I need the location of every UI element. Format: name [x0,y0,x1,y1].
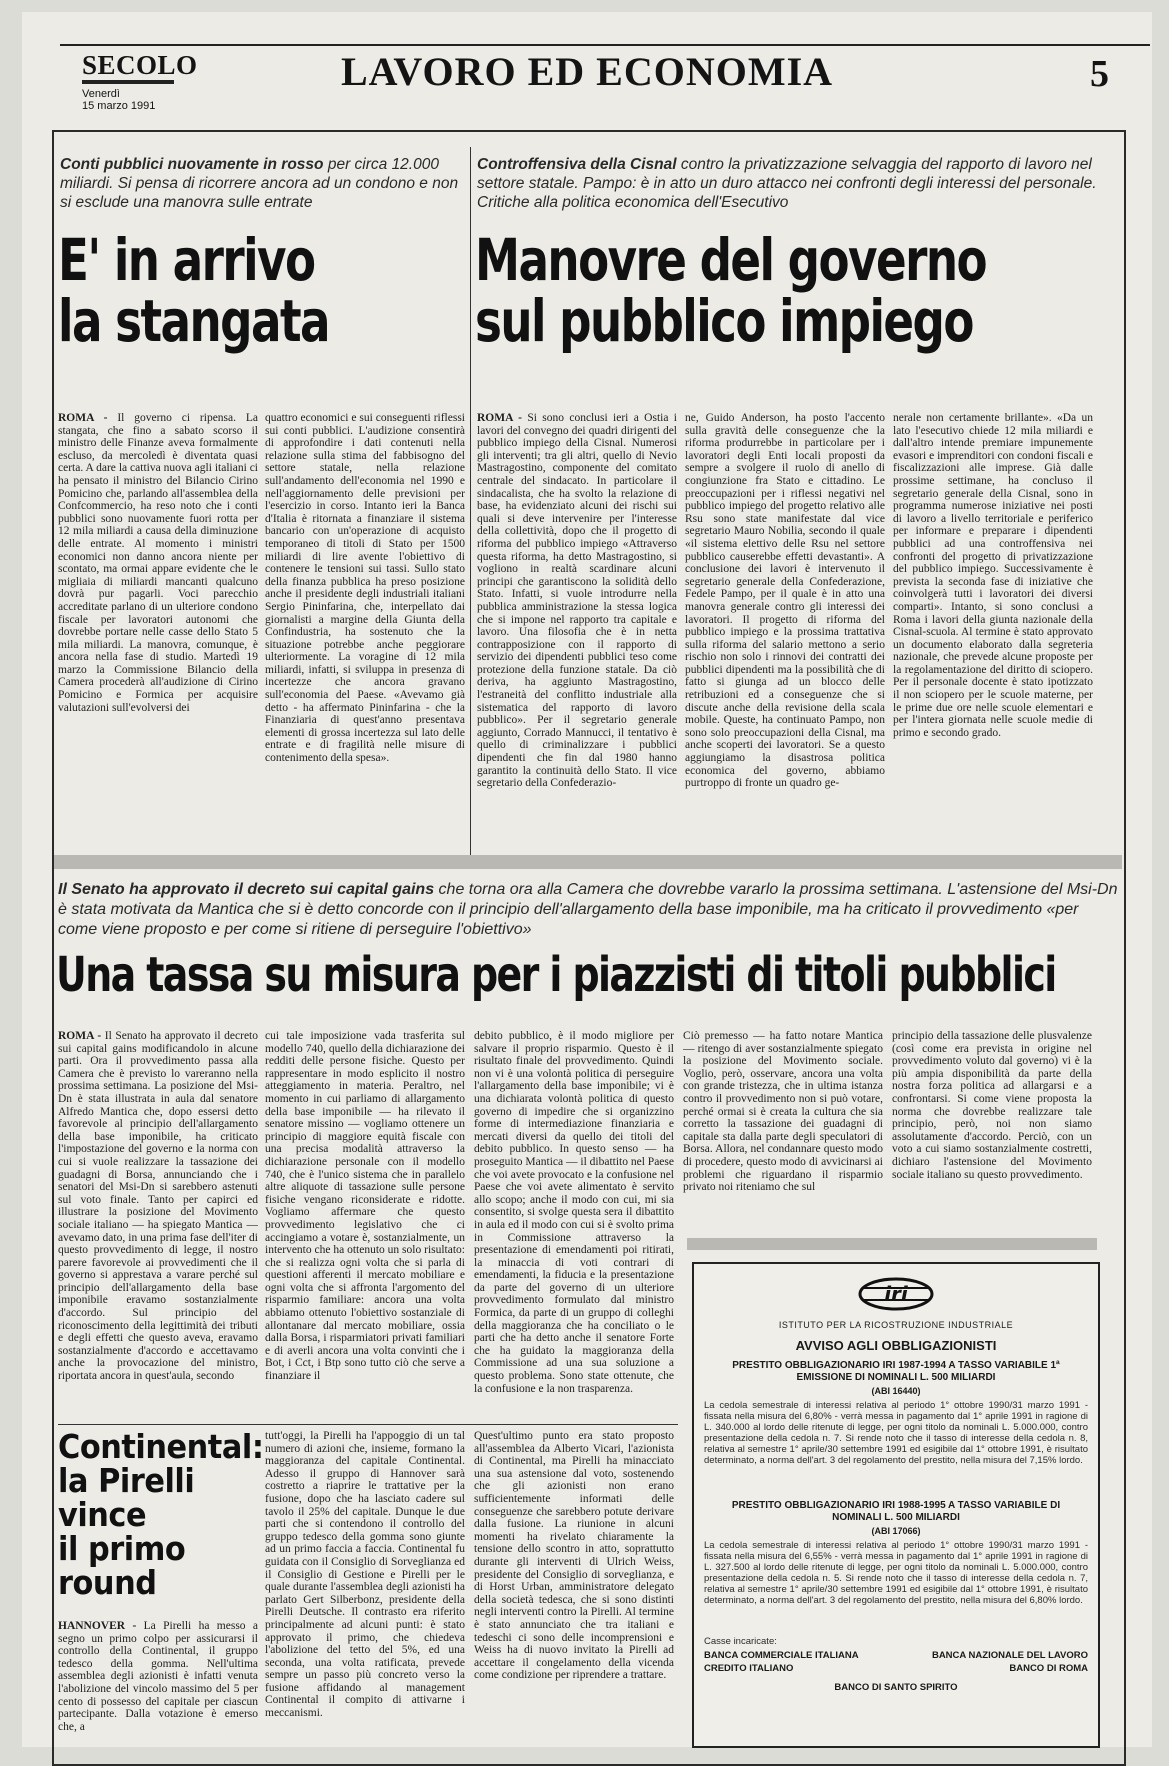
article2-headline-line1: Manovre del governo [475,226,986,294]
bank-2: BANCA NAZIONALE DEL LAVORO [931,1650,1088,1661]
article4-dateline: HANNOVER - [58,1620,137,1632]
masthead-rule [60,44,1150,46]
article3-column3: debito pubblico, è il modo migliore per salvare il proprio risparmio. Questo è il risultato finale del provvedimento. Quindi non vi è una volontà politica di perseguire l'allargamento della base imponibile; vi è una dichiarata volontà politica di questo governo di impedire che si organizzino forme di intermediazione finanziaria e mercati diversi da quello dei titoli del debito pubblico. In questo senso — ha proseguito Mantica — il dibattito nel Paese che voi avete provocato e la confusione nel Paese che voi avete alimentato è servito allo scopo; anche il modo con cui, mi sia consentito, si svolge questa sera il dibattito in aula ed il modo con cui si è svolto prima in Commissione attraverso la presentazione di emendamenti poi ritirati, la minaccia di voti contrari di emendamenti, la fiducia e la presentazione da parte del governo di un ulteriore provvedimento formulato dal ministro Formica, da parte di un gruppo di colleghi della maggioranza che ha conciliato o le parti che ha detto anche il senatore Forte che ha guidato la maggioranza della Commissione ad una sua soluzione a questo problema. Sono state ottenute, che la confusione e la non trasparenza. [474,1030,674,1395]
bank-5: BANCO DI SANTO SPIRITO [834,1682,958,1693]
loan1-abi: (ABI 16440) [871,1386,921,1396]
article3-dateline: ROMA - [58,1030,102,1042]
article3-column2: cui tale imposizione vada trasferita sul modello 740, quello della dichiarazione dei redditi delle persone fisiche. Questo per rappresentare in modo esplicito il nostro atteggiamento in materia. Peraltro, nel momento in cui parliamo di allargamento della base imponibile — ha rilevato il senatore missino — vogliamo ottenere un principio di maggiore equità fiscale con una precisa modalità attraverso la dichiarazione personale con il modello 740, che è l'unico sistema che in parallelo altre aliquote di tassazione sulle persone fisiche vengano riconsiderate e ridotte. Vogliamo affermare che questo provvedimento legislativo che ci accingiamo a votare è, sostanzialmente, un intervento che ha ottenuto un solo risultato: che si realizza ogni volta che si parla di questioni afferenti il mercato mobiliare e ogni volta che si affronta l'argomento del risparmio familiare: ancora una volta abbiamo ottenuto l'obiettivo sostanziale di allontanare dal mercato mobiliare, ossia dalla Borsa, i risparmiatori privati familiari e di averli ancora una volta convinti che i Bot, i Cct, i Btp sono tutto ciò che serve a finanziare il [265,1030,465,1383]
article2-column1-text: Si sono conclusi ieri a Ostia i lavori del convegno dei quadri dirigenti del pubblico impiego della Cisnal. Numerosi gli interventi; tra gli altri, quello di Nevio Mastragostino, componente del comitato centrale del sindacato. In particolare il sindacalista, che ha svolto la relazione di base, ha evidenziato alcuni dei rischi sui quali si deve intervenire per l'interesse della collettività, dopo che il progetto di riforma del pubblico impiego «Attraverso questa riforma, ha detto Mastragostino, si vogliono in realtà scardinare alcuni principi che garantiscono la solidità dello Stato. Infatti, si vuole introdurre nella pubblica amministrazione la stessa logica che si impone nel rapporto tra capitale e lavoro. Una filosofia che è in netta contrapposizione con il rapporto di servizio dei dipendenti pubblici teso come protezione della funzione statale. Da ciò deriva, ha aggiunto Mastragostino, l'estraneità del conflitto industriale alla sistematica del rapporto di lavoro pubblico». Per il segretario generale aggiunto, Corrado Mannucci, il tentativo è quello di criminalizzare i pubblici dipendenti che fin dal 1980 hanno garantito la continuità dello Stato. Il vice segretario della Confederazio- [477,412,677,790]
article4-column2: tutt'oggi, la Pirelli ha l'appoggio di un tal numero di azioni che, insieme, formano la maggioranza del capitale Continental. Adesso il gruppo di Hannover sarà costretto a riaprire le trattative per la fusione, dopo che ha lasciato cadere sul tavolo il 25% del capitale. Dunque le due parti che si contendono il controllo del gruppo tedesco della gomma sono giunte ad un primo faccia a faccia. Continental fu guidata con il Consiglio di Sorveglianza ed il Consiglio di Gestione e Pirelli per le quale durante l'assemblea degli azionisti ha parlato Gert Silberbonz, presidente della Pirelli Deutsche. Il contrasto era riferito principalmente ad alcuni punti: è stato approvato il primo, che chiedeva l'abolizione del tetto del 5%, ed una seconda, una volta ratificata, prevede sempre un passo più concreto verso la fusione affidando al management Continental il compito di attivarne i meccanismi. [265,1430,465,1720]
article2-headline [475,226,1115,355]
article3-headline: Una tassa su misura per i piazzisti di titoli pubblici [56,947,1056,1003]
article1-kicker-bold: Conti pubblici nuovamente in rosso [60,156,324,173]
article3-kicker-text: che torna ora alla Camera che dovrebbe vararlo la prossima settimana. L'astensione del Msi-Dn è stata motivata da Mantica che si è detto concorde con il principio dell'allargamento della base imponibile, ma ha criticato il provvedimento «per come viene proposto e per come si ritiene di perseguire l'obiettivo» [58,881,1118,938]
article2-dateline: ROMA - [477,412,522,424]
article1-headline [58,226,464,355]
article2-kicker [477,155,1097,212]
issue-date-text: 15 marzo 1991 [82,100,156,112]
iri-logo-text: iri [884,1282,908,1306]
article2-column3: nerale non certamente brillante». «Da un lato l'esecutivo chiede 12 mila miliardi e dall'altro intende premiare impunemente evasori e imprenditori con condoni fiscali e fiscalizzazioni alle imprese. Già dalle prossime settimane, ha concluso il segretario generale della Cisnal, sono in programma numerose iniziative nei posti di lavoro a livello territoriale e periferico per informare e preparare i dipendenti pubblici ad una controffensiva nei confronti del progetto di privatizzazione del pubblico impiego. Successivamente è prevista la seconda fase di iniziative che coinvolgerà tutti i lavoratori dei diversi comparti». Intanto, si sono conclusi a Roma i lavori della giunta nazionale della Cisnal-scuola. Al termine è stato approvato un documento elaborato dalla segreteria nazionale, che prevede alcune proposte per la regolamentazione del diritto di sciopero. Per il personale docente è stato ipotizzato il non sciopero per le scuole materne, per le prime due ore nelle scuole elementari e per l'intera giornata nelle scuole medie di primo e secondo grado. [893,412,1093,739]
article4-headline-line3: vince [58,1495,147,1534]
article3-column1 [58,1030,258,1420]
article3-kicker-bold: Il Senato ha approvato il decreto sui capital gains [58,881,435,898]
article2-headline-line2: sul pubblico impiego [475,286,973,355]
section-title: LAVORO ED ECONOMIA [340,49,834,94]
article4-column1-text: La Pirelli ha messo a segno un primo colpo per assicurarsi il controllo della Continental, il gruppo tedesco della gomma. Nell'ultima assemblea degli azionisti è infatti venuta l'abolizione del vincolo massimo del 5 per cento di possesso del capitale per ciascun partecipante. Dalla votazione è emerso che, a [58,1620,258,1733]
article1-dateline: ROMA - [58,412,108,424]
article2-kicker-bold: Controffensiva della Cisnal [477,156,677,173]
article4-column3: Quest'ultimo punto era stato proposto all'assemblea da Alberto Vicari, l'azionista di Continental, ma Pirelli ha minacciato una sua astensione dal voto, sostenendo che gli azionisti non erano sufficientemente informati delle conseguenze che sarebbero potute derivare dalla fusione. La riunione in alcuni momenti ha rivelato chiaramente la tensione dello scontro in atto, soprattutto durante gli interventi di Ulrich Weiss, presidente del Consiglio di sorveglianza, e di Horst Urban, amministratore delegato della società tedesca, che si sono distinti negli interventi contro la Pirelli. Al termine è stato annunciato che tra italiani e tedeschi ci sono delle incomprensioni e Weiss ha di nuovo invitato la Pirelli ad accettare il congelamento della vicenda come condizione per riprendere a trattare. [474,1430,674,1682]
iri-logo [856,1274,936,1314]
page-number: 5 [1090,53,1109,95]
bank-4: BANCO DI ROMA [1009,1663,1088,1674]
loan2-text: La cedola semestrale di interessi relativa al periodo 1° ottobre 1990/31 marzo 1991 - fissata nella misura del 6,55% - verrà messa in pagamento dal 1° aprile 1991 in ragione di L. 327.500 al lordo delle ritenute di legge, per ogni titolo da nominali L. 5.000.000, contro presentazione della cedola n. 5. Si rende noto che il tasso di interesse della cedola n. 7, relativa al semestre 1° aprile/30 settembre 1991 ed esigibile dal 1° ottobre 1991, è risultato determinato, a norma dell'art. 3 del regolamento del prestito, nella misura del 6,80% lordo. [704,1540,1088,1606]
article2-column1 [477,412,677,847]
article4-headline-line1: Continental: [58,1427,264,1466]
banks-label: Casse incaricate: [704,1636,777,1647]
article1-headline-line2: la stangata [58,286,329,355]
loan1-title: PRESTITO OBBLIGAZIONARIO IRI 1987-1994 A TASSO VARIABILE 1ª EMISSIONE DI NOMINALI L. 500 MILIARDI [732,1360,1060,1383]
article3-column4: Ciò premesso — ha fatto notare Mantica — ritengo di aver sostanzialmente spiegato la posizione del Movimento sociale. Voglio, però, osservare, ancora una volta con grande tristezza, che in ultima istanza contro il provvedimento non si può votare, perché ormai si è creata la cultura che sia corretto la tassazione dei guadagni di capitale sta dalla parte degli speculatori di Borsa. Allora, nel condannare questo modo di procedere, questo modo di avvicinarsi ai problemi che riguardano il risparmio privato noi riteniamo che sul [683,1030,883,1194]
loan2-title: PRESTITO OBBLIGAZIONARIO IRI 1988-1995 A TASSO VARIABILE DI NOMINALI L. 500 MILIARDI [731,1500,1061,1523]
bank-1: BANCA COMMERCIALE ITALIANA [704,1650,859,1661]
article3-kicker [58,880,1118,940]
article4-headline-line4: il primo [58,1529,186,1568]
ad-title: AVVISO AGLI OBBLIGAZIONISTI [795,1338,997,1353]
article1-headline-line1: E' in arrivo [58,226,315,294]
article1-column1-text: Il governo ci ripensa. La stangata, che fino a sabato scorso il ministro delle Finanze aveva formalmente escluso, da mercoledì è diventata quasi certa. A dare la cattiva nuova agli italiani ci ha pensato il ministro del Bilancio Cirino Pomicino che, parlando all'assemblea della Confcommercio, ha reso noto che i conti pubblici sono nuovamente fuori rotta per 12 mila miliardi a causa della diminuzione delle entrate. Al momento i ministri economici non danno ancora niente per scontato, ma ormai appare evidente che le migliaia di miliardi mancanti qualcuno dovrà pur pagarli. Voci parecchio accreditate parlano di un ulteriore condono fiscale per lavoratori autonomi che dovrebbe portare nelle casse dello Stato 5 mila miliardi. La manovra, comunque, è ancora nella fase di studio. Martedì 19 marzo la Commissione Bilancio della Camera procederà all'audizione di Cirino Pomicino e Formica per acquisire valutazioni sull'evolversi dei [58,412,258,714]
article4-headline-line5: round [58,1563,157,1602]
article4-headline [58,1427,270,1602]
bank-3: CREDITO ITALIANO [704,1663,794,1674]
loan2-abi: (ABI 17066) [871,1526,921,1536]
issue-weekday: Venerdì [82,88,120,100]
article3-column5: principio della tassazione delle plusvalenze (così come era prevista in origine nel provvedimento voluto dal governo) vi è la più ampia disponibilità da parte della nostra forza politica ad allargarsi e a confrontarsi. Si come viene proposta la norma che dovrebbe realizzare tale principio, però, noi non siamo assolutamente d'accordo. Perciò, con un voto a cui siamo sostanzialmente costretti, dichiaro l'astensione del Movimento sociale italiano su questo provvedimento. [892,1030,1092,1181]
article4-column1 [58,1620,258,1748]
article4-rule [58,1424,678,1425]
article2-column2: ne, Guido Anderson, ha posto l'accento sulla gravità delle conseguenze che la riforma produrrebbe in particolare per i lavoratori degli Enti locali proposti da sempre a svolgere il ruolo di anello di congiunzione fra Stato e cittadino. Le preoccupazioni per i riflessi negativi nel pubblico impiego del progetto relativo alle Rsu sono state manifestate dal vice segretario Mauro Nobilia, secondo il quale «il sistema elettivo delle Rsu nel settore pubblico causerebbe effetti devastanti». A conclusione dei lavori è intervenuto il segretario generale della Confederazione, Fedele Pampo, per il quale è in atto una manovra generale contro gli interessi dei lavoratori. Il progetto di riforma del pubblico impiego e la prossima trattativa sulla riforma del salario mettono a serio rischio non solo i rinnovi dei contratti dei pubblici dipendenti ma la possibilità che di fatto si giunga ad un blocco delle retribuzioni ed a conseguenze che si discute anche della revisione della scala mobile. Queste, ha continuato Pampo, non sono solo preoccupazioni della Cisnal, ma anche scoperti dei lavoratori. Se a questo aggiungiamo la disastrosa politica economica del governo, abbiamo purtroppo di fronte un quadro ge- [685,412,885,790]
article4-headline-line2: la Pirelli [58,1461,195,1500]
article1-column1 [58,412,258,842]
newspaper-logo: SECOLO [82,50,198,80]
article2-kicker-text: contro la privatizzazione selvaggia del rapporto di lavoro nel settore statale. Pampo: è in atto un duro attacco nei confronti degli interessi del personale. Critiche alla politica economica dell'Esecutivo [477,156,1097,211]
article1-kicker-text: per circa 12.000 miliardi. Si pensa di ricorrere ancora ad un condono e non si esclude una manovra sulle entrate [60,156,459,211]
newspaper-page [22,12,1152,1747]
column-divider [470,147,471,867]
iri-institute-name: ISTITUTO PER LA RICOSTRUZIONE INDUSTRIALE [778,1320,1014,1330]
article1-kicker [60,155,465,212]
ad-separator-band [687,1238,1097,1250]
loan1-text: La cedola semestrale di interessi relativa al periodo 1° ottobre 1990/31 marzo 1991 - fissata nella misura del 6,80% - verrà messa in pagamento dal 1° aprile 1991 in ragione di L. 340.000 al lordo delle ritenute di legge, per ogni titolo da nominali L. 5.000.000, contro presentazione della cedola n. 7. Si rende noto che il tasso di interesse della cedola n. 8, relativa al semestre 1° aprile/30 settembre 1991 ed esigibile dal 1° ottobre 1991, è risultato determinato, a norma dell'art. 3 del regolamento del prestito, nella misura del 7,15% lordo. [704,1400,1088,1466]
article1-column2: quattro economici e sui conseguenti riflessi sui conti pubblici. L'audizione consentirà di approfondire i dati contenuti nella relazione sulla stima del fabbisogno del settore statale, nella relazione sull'andamento dell'economia nel 1990 e nell'aggiornamento delle previsioni per l'esercizio in corso. Intanto ieri la Banca d'Italia è ritornata a finanziare il sistema bancario con un'operazione di acquisto temporaneo di titoli di Stato per 1500 miliardi di lire avente l'obiettivo di contenere le tensioni sui tassi. Sullo stato della finanza pubblica ha preso posizione anche il presidente degli industriali italiani Sergio Pininfarina, che, interpellato dai giornalisti a margine della Giunta della Confindustria, ha sostenuto che la situazione potrebbe anche peggiorare ulteriormente. La voragine di 12 mila miliardi, infatti, si sviluppa in presenza di incertezze che ancora gravano sull'economia del Paese. «Avevamo già detto - ha affermato Pininfarina - che la Finanziaria di quest'anno presentava elementi di grossa incertezza sul lato delle entrate e di fragilità nelle misure di contenimento della spesa». [265,412,465,765]
article3-column1-text: Il Senato ha approvato il decreto sui capital gains modificandolo in alcune parti. Ora il provvedimento passa alla Camera che è previsto lo vareranno nella prossima settimana. La posizione del Msi-Dn è stata illustrata in aula dal senatore Alfredo Mantica che, dopo essersi detto favorevole al principio dell'allargamento della base imponibile, ha criticato l'impostazione del governo e la norma con cui si vuole realizzare la tassazione dei guadagni di Borsa, annunciando che i senatori del Msi-Dn si sarebbero astenuti sul voto finale. Tanto per capirci ed illustrare la posizione del Movimento sociale italiano — ha spiegato Mantica — avevamo dato, in una prima fase dell'iter di questo provvedimento di legge, il nostro parere favorevole ai provvedimenti che il governo si apprestava a varare perché sul principio dell'allargamento della base imponibile eravamo sostanzialmente d'accordo. Sul principio del riconoscimento della legittimità dei tributi e degli effetti che questo aveva, eravamo sostanzialmente d'accordo e accettavamo anche la provocazione del ministro, riportata ancora in quest'aula, secondo [58,1030,258,1383]
separator-band [54,855,1122,869]
iri-advertisement [692,1262,1100,1748]
